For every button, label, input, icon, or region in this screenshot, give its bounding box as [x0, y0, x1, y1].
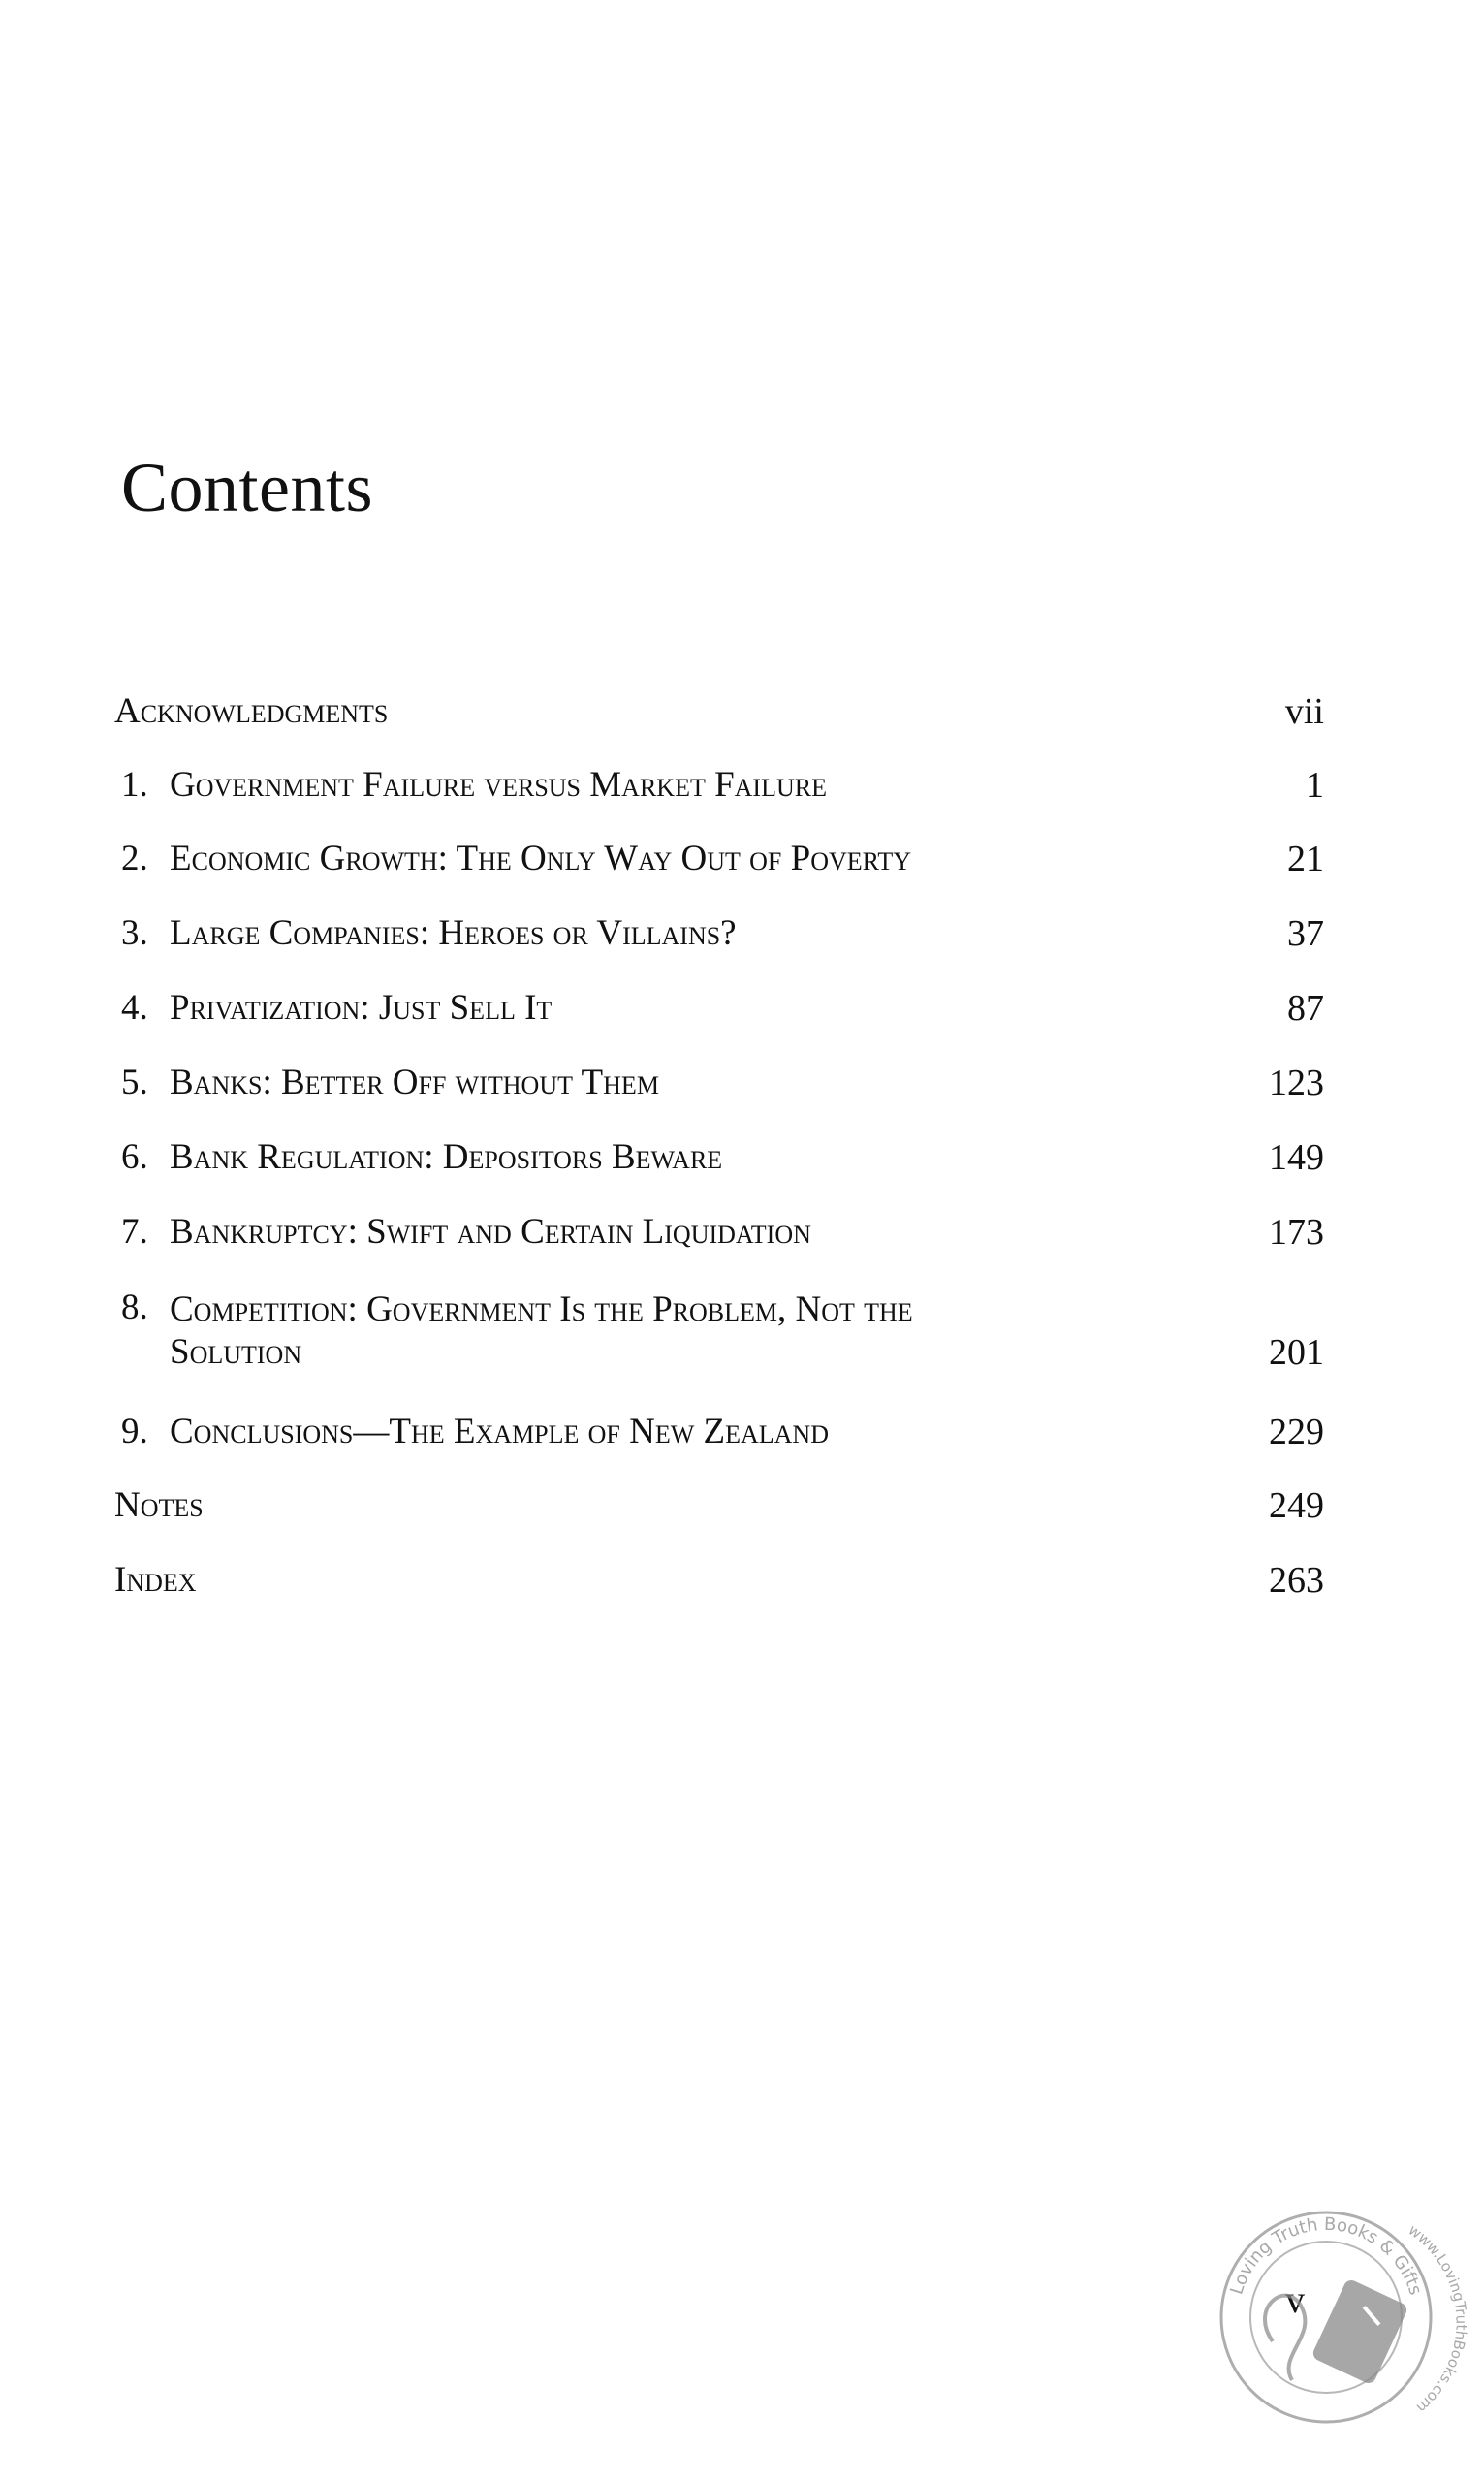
toc-entry-label: Banks: Better Off without Them: [170, 1063, 659, 1102]
toc-entry-label: Bankruptcy: Swift and Certain Liquidation: [170, 1212, 811, 1252]
toc-entry-page: 87: [1287, 988, 1324, 1029]
toc-entry-number: 6.: [121, 1137, 148, 1177]
page-title: Contents: [121, 449, 374, 526]
stamp-side-text: www.LovingTruthBooks.com: [1405, 2220, 1470, 2417]
toc-entry-page: 229: [1269, 1412, 1324, 1452]
toc-entry-index: [114, 1559, 1324, 1602]
toc-entry-label-line-1: Competition: Government Is the Problem, Not the: [170, 1289, 913, 1329]
toc-entry-label: Large Companies: Heroes or Villains?: [170, 913, 737, 953]
toc-entry-notes: [114, 1484, 1324, 1527]
toc-entry-acknowledgments: [114, 690, 1324, 733]
toc-entry-chapter-9: [121, 1411, 1324, 1453]
toc-entry-number: 4.: [121, 988, 148, 1028]
toc-entry-number: 5.: [121, 1063, 148, 1102]
toc-entry-chapter-2: [121, 838, 1324, 880]
toc-entry-label: Privatization: Just Sell It: [170, 988, 553, 1028]
toc-entry-page: 173: [1269, 1212, 1324, 1253]
toc-entry-page: 149: [1269, 1137, 1324, 1178]
toc-entry-label: Conclusions—The Example of New Zealand: [170, 1412, 829, 1451]
toc-entry-page: 37: [1287, 913, 1324, 954]
toc-entry-number: 1.: [121, 765, 148, 805]
toc-entry-page: 263: [1269, 1560, 1324, 1601]
toc-entry-number: 9.: [121, 1412, 148, 1451]
toc-entry-label: Economic Growth: The Only Way Out of Poverty: [170, 839, 912, 878]
toc-entry-label: [170, 1289, 1247, 1374]
bookstore-stamp-icon: [1181, 2172, 1471, 2463]
toc-entry-label: Acknowledgments: [114, 691, 389, 731]
stamp-top-text: Loving Truth Books & Gifts: [1226, 2213, 1426, 2298]
toc-entry-label-line-2: Solution: [170, 1332, 302, 1372]
toc-entry-chapter-3: [121, 912, 1324, 955]
toc-entry-chapter-8: [121, 1287, 1324, 1374]
toc-entry-page: vii: [1284, 691, 1324, 732]
toc-entry-chapter-6: [121, 1136, 1324, 1179]
toc-entry-page: 1: [1306, 765, 1324, 806]
toc-entry-number: 2.: [121, 839, 148, 878]
toc-entry-chapter-4: [121, 987, 1324, 1030]
toc-entry-page: 123: [1269, 1063, 1324, 1103]
toc-entry-page: 201: [1269, 1332, 1324, 1373]
toc-entry-chapter-7: [121, 1211, 1324, 1254]
toc-entry-label: Notes: [114, 1485, 204, 1525]
toc-entry-number: 3.: [121, 913, 148, 953]
toc-entry-page: 249: [1269, 1485, 1324, 1526]
toc-entry-label: Index: [114, 1560, 197, 1600]
toc-entry-number: 8.: [121, 1288, 148, 1327]
toc-entry-label: Government Failure versus Market Failure: [170, 765, 827, 805]
page-folio: v: [1285, 2277, 1305, 2321]
toc-entry-page: 21: [1287, 839, 1324, 879]
toc-entry-chapter-5: [121, 1062, 1324, 1104]
toc-entry-chapter-1: [121, 764, 1324, 807]
toc-entry-number: 7.: [121, 1212, 148, 1252]
toc-entry-label: Bank Regulation: Depositors Beware: [170, 1137, 723, 1177]
